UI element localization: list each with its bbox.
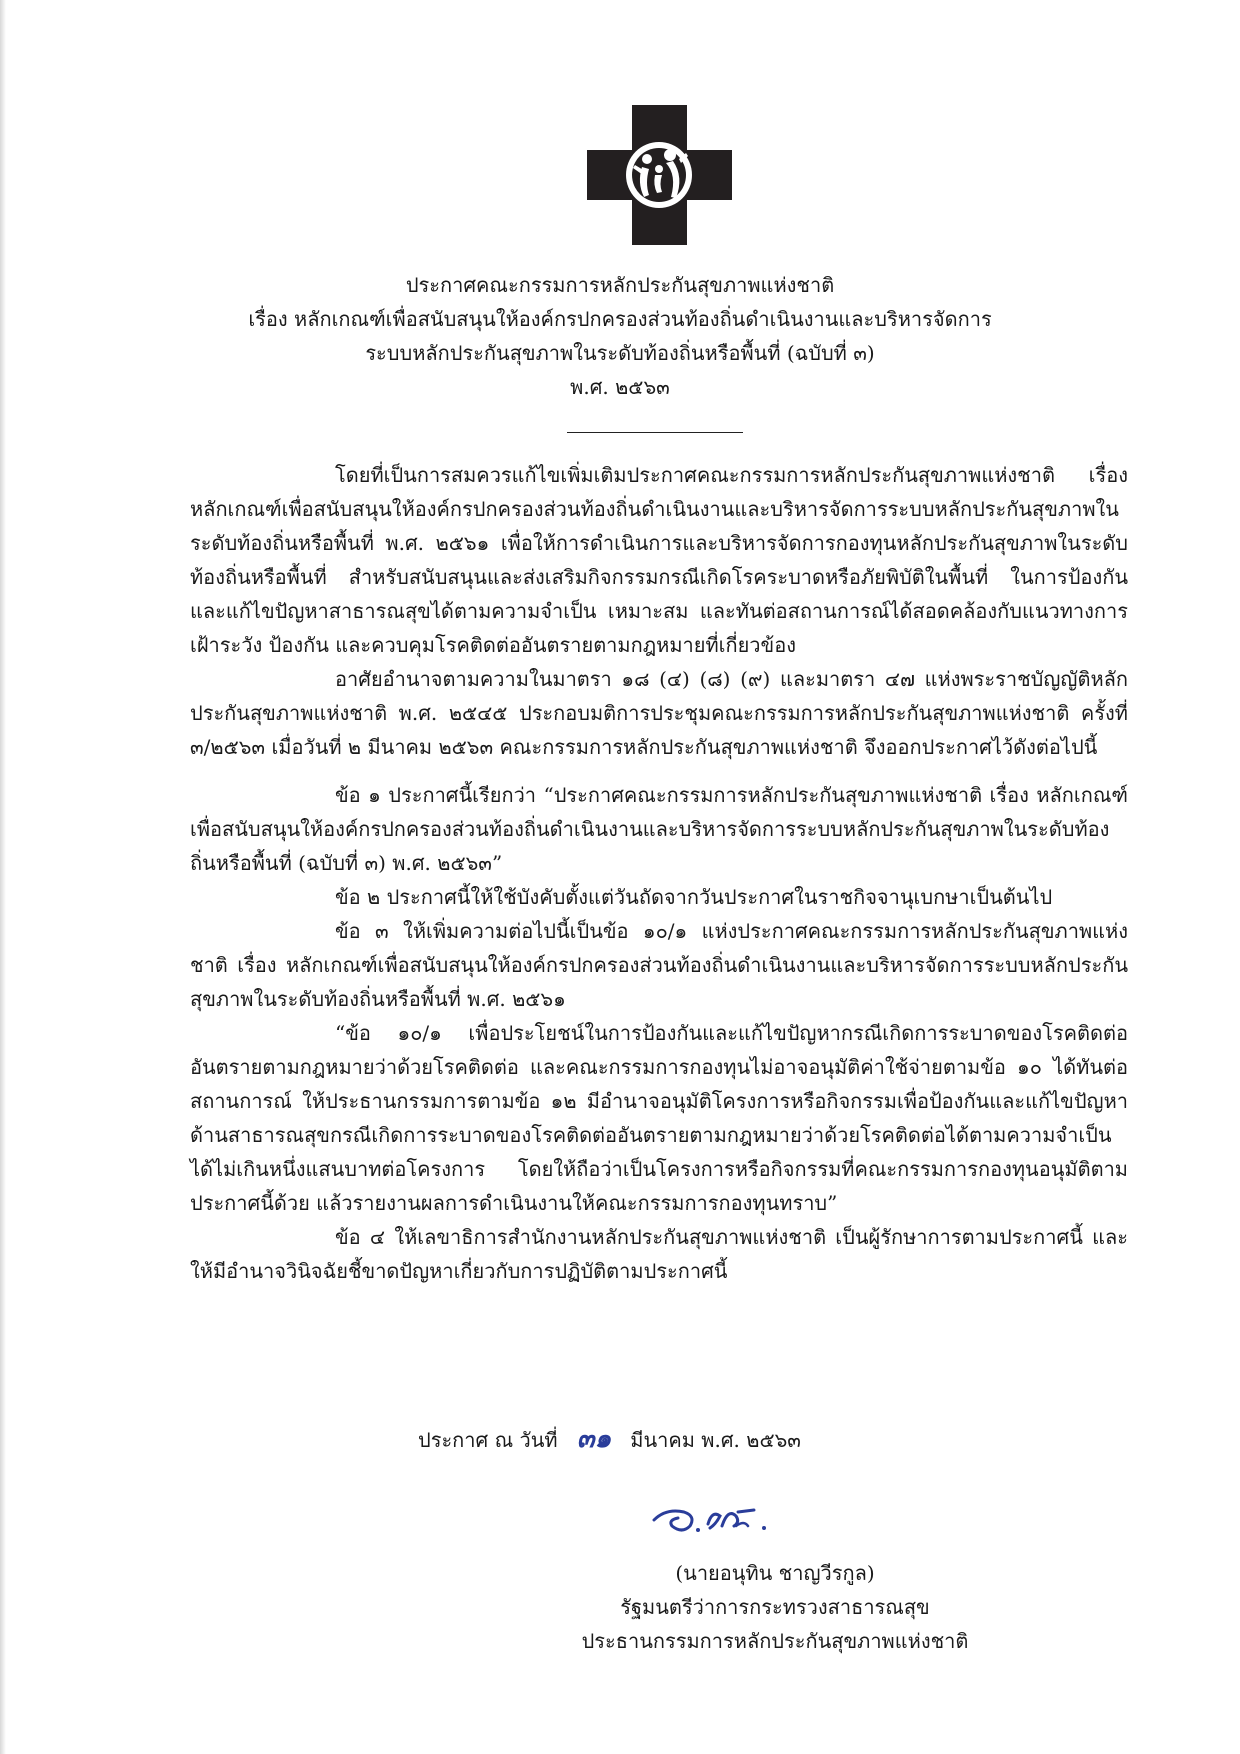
clause-1-paragraph: ข้อ ๑ ประกาศนี้เรียกว่า “ประกาศคณะกรรมการหลักประกันสุขภาพแห่งชาติ เรื่อง หลักเกณฑ์เพื่อสนับสนุนให้องค์กรปกครองส่วนท้องถิ่นดำเนินงานและบริหารจัดการระบบหลักประกันสุขภาพในระดับท้องถิ่นหรือพื้นที่ (ฉบับที่ ๓) พ.ศ. ๒๕๖๓”: [190, 783, 1128, 875]
clause-10-1-paragraph: “ข้อ ๑๐/๑ เพื่อประโยชน์ในการป้องกันและแก้ไขปัญหากรณีเกิดการระบาดของโรคติดต่ออันตรายตามกฎหมายว่าด้วยโรคติดต่อ และคณะกรรมการกองทุนไม่อาจอนุมัติค่าใช้จ่ายตามข้อ ๑๐ ได้ทันต่อสถานการณ์ ให้ประธานกรรมการตามข้อ ๑๒ มีอำนาจอนุมัติโครงการหรือกิจกรรมเพื่อป้องกันและแก้ไขปัญหาด้านสาธารณสุขกรณีเกิดการระบาดของโรคติดต่ออันตรายตามกฎหมายว่าด้วยโรคติดต่อได้ตามความจำเป็น ได้ไม่เกินหนึ่งแสนบาทต่อโครงการ โดยให้ถือว่าเป็นโครงการหรือกิจกรรมที่คณะกรรมการกองทุนอนุมัติตามประกาศนี้ด้วย แล้วรายงานผลการดำเนินงานให้คณะกรรมการกองทุนทราบ”: [190, 1021, 1128, 1215]
handwritten-signature-icon: [646, 1490, 776, 1550]
clause-2-paragraph: ข้อ ๒ ประกาศนี้ให้ใช้บังคับตั้งแต่วันถัดจากวันประกาศในราชกิจจานุเบกษาเป็นต้นไป: [335, 885, 1053, 909]
clause-3-paragraph: ข้อ ๓ ให้เพิ่มความต่อไปนี้เป็นข้อ ๑๐/๑ แห่งประกาศคณะกรรมการหลักประกันสุขภาพแห่งชาติ เรื่อง หลักเกณฑ์เพื่อสนับสนุนให้องค์กรปกครองส่วนท้องถิ่นดำเนินงานและบริหารจัดการระบบหลักประกันสุขภาพในระดับท้องถิ่นหรือพื้นที่ พ.ศ. ๒๕๖๑: [190, 919, 1128, 1011]
signer-block: [560, 1556, 990, 1658]
header-year: พ.ศ. ๒๕๖๓: [570, 375, 670, 399]
preamble-paragraph: โดยที่เป็นการสมควรแก้ไขเพิ่มเติมประกาศคณะกรรมการหลักประกันสุขภาพแห่งชาติ เรื่อง หลักเกณฑ์เพื่อสนับสนุนให้องค์กรปกครองส่วนท้องถิ่นดำเนินงานและบริหารจัดการระบบหลักประกันสุขภาพในระดับท้องถิ่นหรือพื้นที่ พ.ศ. ๒๕๖๑ เพื่อให้การดำเนินการและบริหารจัดการกองทุนหลักประกันสุขภาพในระดับท้องถิ่นหรือพื้นที่ สำหรับสนับสนุนและส่งเสริมกิจกรรมกรณีเกิดโรคระบาดหรือภัยพิบัติในพื้นที่ ในการป้องกันและแก้ไขปัญหาสาธารณสุขได้ตามความจำเป็น เหมาะสม และทันต่อสถานการณ์ได้สอดคล้องกับแนวทางการเฝ้าระวัง ป้องกัน และควบคุมโรคติดต่ออันตรายตามกฎหมายที่เกี่ยวข้อง: [190, 463, 1128, 657]
document-header: [150, 268, 1090, 404]
signing-date-day: ๓๑: [576, 1424, 612, 1454]
clause-4-paragraph: ข้อ ๔ ให้เลขาธิการสำนักงานหลักประกันสุขภาพแห่งชาติ เป็นผู้รักษาการตามประกาศนี้ และให้มีอำนาจวินิจฉัยชี้ขาดปัญหาเกี่ยวกับการปฏิบัติตามประกาศนี้: [190, 1225, 1128, 1283]
signer-title-chair: ประธานกรรมการหลักประกันสุขภาพแห่งชาติ: [581, 1629, 969, 1653]
signing-date-line: [418, 1422, 978, 1457]
document-body: [190, 458, 1128, 1288]
signer-title-minister: รัฐมนตรีว่าการกระทรวงสาธารณสุข: [620, 1595, 930, 1619]
signing-date-prefix: ประกาศ ณ วันที่: [418, 1428, 558, 1452]
header-subject-line2: ระบบหลักประกันสุขภาพในระดับท้องถิ่นหรือพื้นที่ (ฉบับที่ ๓): [365, 341, 875, 365]
nhso-logo-icon: [587, 105, 732, 245]
page-edge-shadow: [0, 0, 6, 1754]
signer-name: (นายอนุทิน ชาญวีรกูล): [675, 1561, 875, 1585]
signing-date-month-year: มีนาคม พ.ศ. ๒๕๖๓: [630, 1428, 801, 1452]
authority-paragraph: อาศัยอำนาจตามความในมาตรา ๑๘ (๔) (๘) (๙) และมาตรา ๔๗ แห่งพระราชบัญญัติหลักประกันสุขภาพแห่งชาติ พ.ศ. ๒๕๔๕ ประกอบมติการประชุมคณะกรรมการหลักประกันสุขภาพแห่งชาติ ครั้งที่ ๓/๒๕๖๓ เมื่อวันที่ ๒ มีนาคม ๒๕๖๓ คณะกรรมการหลักประกันสุขภาพแห่งชาติ จึงออกประกาศไว้ดังต่อไปนี้: [190, 667, 1128, 759]
header-divider: [567, 432, 743, 433]
header-subject-line1: เรื่อง หลักเกณฑ์เพื่อสนับสนุนให้องค์กรปกครองส่วนท้องถิ่นดำเนินงานและบริหารจัดการ: [248, 307, 992, 331]
header-title: ประกาศคณะกรรมการหลักประกันสุขภาพแห่งชาติ: [405, 273, 835, 297]
